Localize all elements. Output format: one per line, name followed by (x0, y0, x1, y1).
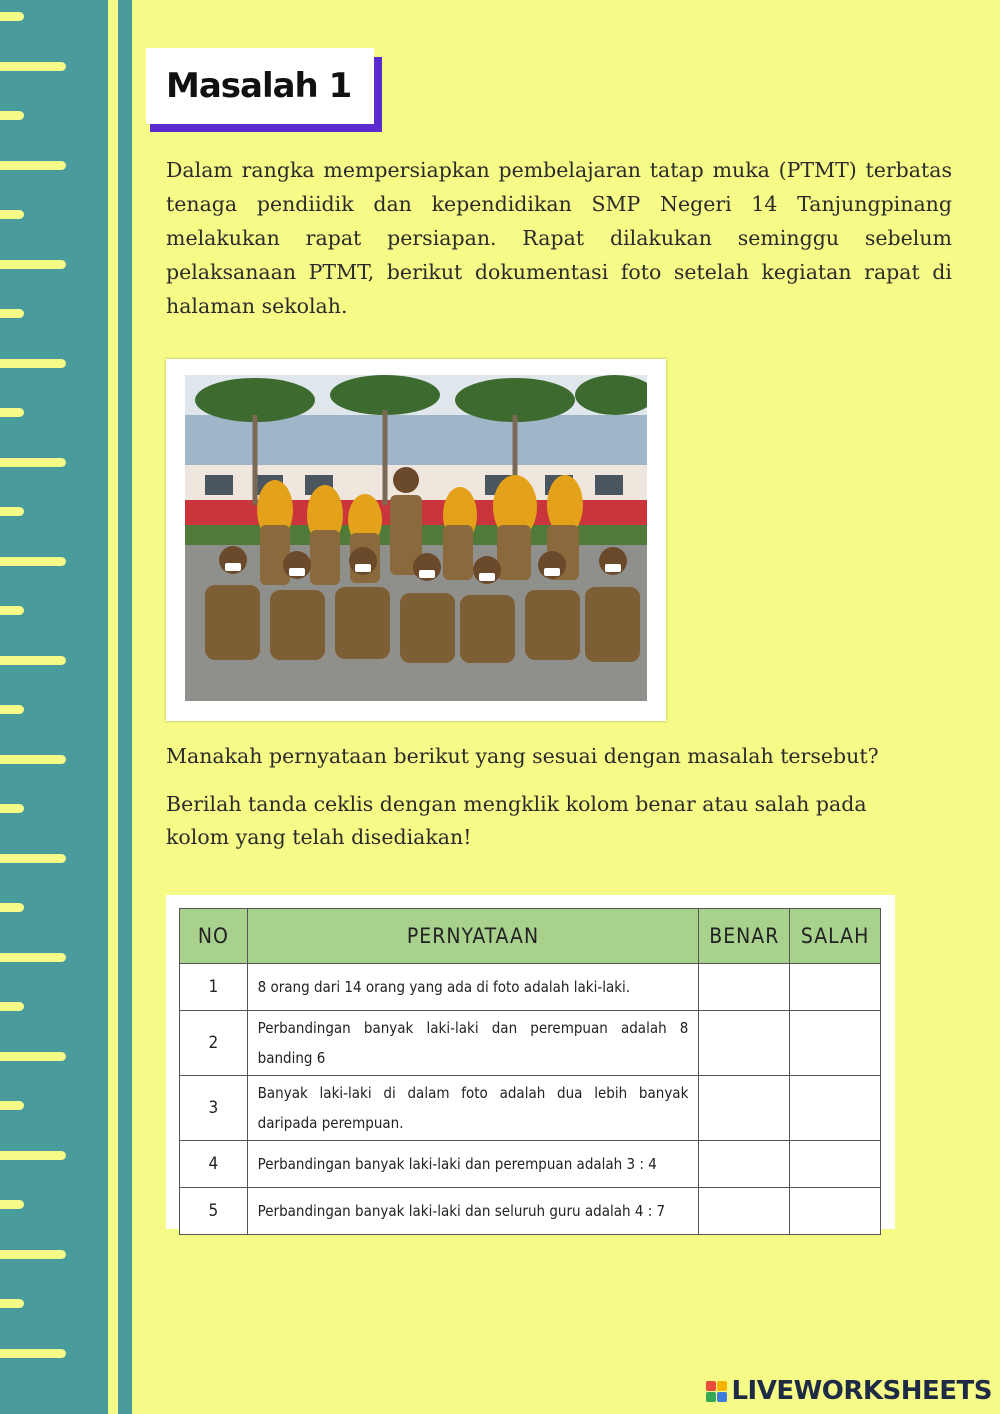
answer-false-cell[interactable] (790, 1076, 881, 1141)
ruler-tick (0, 62, 66, 71)
row-number: 1 (180, 964, 248, 1011)
ruler-tick (0, 1151, 66, 1160)
ruler-tick (0, 359, 66, 368)
ruler-tick (0, 903, 24, 912)
row-statement: Banyak laki-laki di dalam foto adalah dua lebih banyak daripada perempuan. (247, 1076, 699, 1141)
row-number: 3 (180, 1076, 248, 1141)
ruler-tick (0, 458, 66, 467)
ruler-tick (0, 557, 66, 566)
photo-frame (166, 359, 666, 721)
ruler-edge (118, 0, 132, 1414)
header-no: NO (180, 909, 248, 964)
answer-true-cell[interactable] (699, 1011, 790, 1076)
header-true: BENAR (699, 909, 790, 964)
problem-paragraph: Dalam rangka mempersiapkan pembelajaran tatap muka (PTMT) terbatas tenaga pendiidik dan kependidikan SMP Negeri 14 Tanjungpinang melakukan rapat persiapan. Rapat dilakukan seminggu sebelum pelaksanaan PTMT, berikut dokumentasi foto setelah kegiatan rapat di halaman sekolah. (166, 158, 952, 318)
table-row (180, 1076, 881, 1141)
title-box (146, 48, 374, 124)
ruler-tick (0, 12, 24, 21)
group-photo-illustration (185, 375, 647, 701)
ruler-tick (0, 804, 24, 813)
ruler-tick (0, 1299, 24, 1308)
table-row (180, 1141, 881, 1188)
row-number: 2 (180, 1011, 248, 1076)
answer-false-cell[interactable] (790, 1188, 881, 1235)
ruler-tick (0, 260, 66, 269)
statement-table (179, 908, 881, 1235)
instruction-text: Berilah tanda ceklis dengan mengklik kolom benar atau salah pada kolom yang telah disediakan! (166, 792, 867, 849)
ruler-tick (0, 953, 66, 962)
row-statement: 8 orang dari 14 orang yang ada di foto adalah laki-laki. (247, 964, 699, 1011)
answer-true-cell[interactable] (699, 1076, 790, 1141)
ruler-tick (0, 705, 24, 714)
ruler-tick (0, 1002, 24, 1011)
ruler-tick (0, 1250, 66, 1259)
liveworksheets-logo-icon (706, 1381, 727, 1402)
row-number: 5 (180, 1188, 248, 1235)
ruler-tick (0, 606, 24, 615)
answer-true-cell[interactable] (699, 1188, 790, 1235)
ruler-tick (0, 656, 66, 665)
table-row (180, 964, 881, 1011)
answer-true-cell[interactable] (699, 964, 790, 1011)
statement-table-card (166, 895, 895, 1229)
ruler-tick (0, 210, 24, 219)
group-photo (185, 375, 647, 701)
brand-name: LIVEWORKSHEETS (731, 1376, 992, 1406)
header-false: SALAH (790, 909, 881, 964)
answer-true-cell[interactable] (699, 1141, 790, 1188)
table-header-row (180, 909, 881, 964)
answer-false-cell[interactable] (790, 1011, 881, 1076)
ruler-tick (0, 1052, 66, 1061)
question-text: Manakah pernyataan berikut yang sesuai dengan masalah tersebut? (166, 744, 879, 768)
ruler-tick (0, 111, 24, 120)
ruler-tick (0, 1349, 66, 1358)
table-row (180, 1011, 881, 1076)
liveworksheets-brand (706, 1376, 992, 1406)
ruler-tick (0, 408, 24, 417)
answer-false-cell[interactable] (790, 964, 881, 1011)
ruler-tick (0, 309, 24, 318)
ruler-tick (0, 161, 66, 170)
ruler-tick (0, 854, 66, 863)
ruler-tick (0, 1101, 24, 1110)
answer-false-cell[interactable] (790, 1141, 881, 1188)
header-statement: PERNYATAAN (247, 909, 699, 964)
row-statement: Perbandingan banyak laki-laki dan seluruh guru adalah 4 : 7 (247, 1188, 699, 1235)
row-number: 4 (180, 1141, 248, 1188)
row-statement: Perbandingan banyak laki-laki dan perempuan adalah 3 : 4 (247, 1141, 699, 1188)
table-row (180, 1188, 881, 1235)
page-title: Masalah 1 (166, 66, 352, 106)
row-statement: Perbandingan banyak laki-laki dan perempuan adalah 8 banding 6 (247, 1011, 699, 1076)
ruler-tick (0, 755, 66, 764)
ruler-tick (0, 507, 24, 516)
ruler-tick (0, 1200, 24, 1209)
